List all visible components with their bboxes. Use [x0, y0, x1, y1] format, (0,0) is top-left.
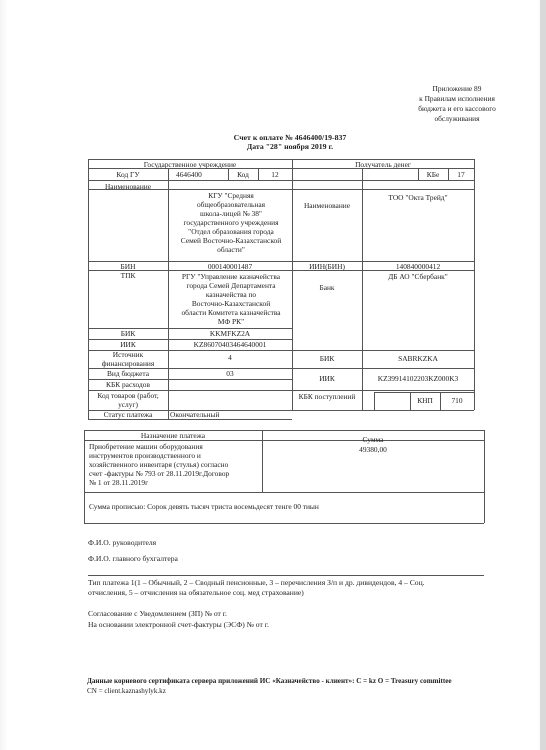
payment-type-line-2: отчисления, 5 – отчисления на обязательное соц. мед страхование): [88, 588, 304, 597]
sum-header: Сумма: [362, 435, 384, 444]
kod-label: Код: [237, 170, 249, 179]
code-gu-label: Код ГУ: [116, 170, 140, 179]
kod-value: 12: [271, 170, 279, 179]
notice-agreement: Согласование с Уведомлением (ЗП) № от г.: [88, 609, 227, 618]
iik-label: ИИК: [120, 340, 136, 349]
institution-header: Государственное учреждение: [143, 160, 237, 169]
source-label: Источник финансирования: [101, 350, 155, 368]
payment-type-line-1: Тип платежа 1(1 – Обычный, 2 – Сводный пенсионные, 3 – перечисления З/п и др. дивидендов, 4 – Соц.: [88, 578, 425, 587]
appendix-line-3: бюджета и его кассового: [418, 104, 496, 113]
appendix-line-2: к Правилам исполнения: [419, 94, 495, 103]
bank-value: ДБ АО "Сбербанк": [388, 272, 448, 281]
bin-value: 000140001487: [207, 262, 253, 271]
certificate-line-1: Данные корневого сертификата сервера приложений ИС «Казначейство - клиент»: С = kz О = Treasury committee: [87, 677, 452, 685]
name-label: Наименование: [104, 182, 152, 191]
goods-code-label: Код товаров (работ, услуг): [97, 391, 159, 409]
page-edge-shadow: [540, 0, 546, 750]
kbe-value: 17: [457, 170, 465, 179]
appendix-line-4: обслуживания: [434, 114, 480, 123]
purpose-header: Назначение платежа: [140, 431, 206, 440]
bin-label: БИН: [120, 262, 136, 271]
code-gu-value: 4646400: [176, 170, 202, 179]
bik-value: KKMFKZ2A: [209, 329, 251, 338]
kbk-income-label: КБК поступлений: [298, 392, 356, 401]
invoice-title: Счет к оплате № 4646400/19-837: [233, 133, 347, 142]
iik-value: KZ86070403464640001: [193, 340, 267, 349]
status-value: Окончательный: [170, 410, 220, 419]
recipient-iik-value: KZ39914102203KZ000K3: [377, 374, 459, 383]
knp-value: 710: [451, 396, 463, 405]
status-label: Статус платежа: [103, 410, 153, 419]
bank-label: Банк: [319, 283, 335, 292]
budget-value: 03: [226, 369, 234, 378]
recipient-iik-label: ИИК: [319, 374, 335, 383]
iin-value: 140840000412: [395, 262, 441, 271]
accountant-signature-label: Ф.И.О. главного бухгалтера: [88, 554, 178, 563]
knp-label: КНП: [417, 396, 433, 405]
recipient-bik-value: SABRKZKA: [398, 354, 438, 363]
kbe-label: КБе: [426, 170, 440, 179]
esf-basis: На основании электронной счет-фактуры (ЭСФ) № от г.: [88, 620, 269, 629]
appendix-line-1: Приложение 89: [432, 84, 482, 93]
iin-label: ИИН(БИН): [309, 262, 345, 271]
recipient-bik-label: БИК: [319, 354, 335, 363]
recipient-name-label: Наименование: [303, 201, 351, 210]
source-value: 4: [228, 353, 232, 362]
kbk-expense-label: КБК расходов: [106, 380, 150, 389]
sum-in-words: Сумма прописью: Сорок девять тысяч триста восемьдесят тенге 00 тиын: [89, 502, 319, 511]
recipient-name-value: ТОО "Окта Трейд": [388, 193, 448, 202]
bik-label: БИК: [120, 329, 136, 338]
budget-label: Вид бюджета: [106, 369, 150, 378]
sum-amount: 49380,00: [359, 445, 387, 454]
invoice-date: Дата "28" ноября 2019 г.: [246, 142, 334, 151]
director-signature-label: Ф.И.О. руководителя: [88, 538, 157, 547]
recipient-header: Получатель денег: [355, 160, 411, 169]
tpk-label: ТПК: [120, 271, 136, 280]
certificate-line-2: CN = client.kaznashylyk.kz: [87, 687, 166, 695]
